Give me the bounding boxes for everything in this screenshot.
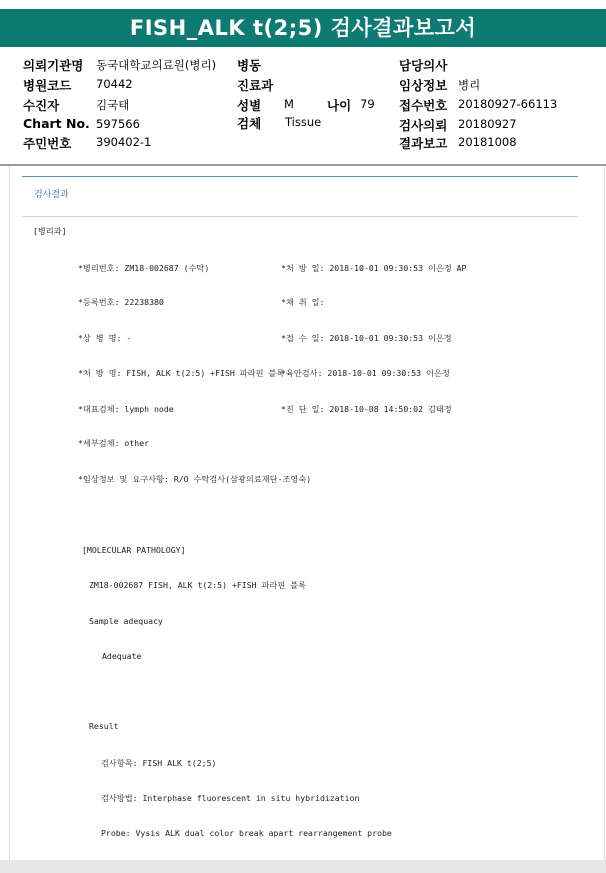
resident-value: 390402-1 bbox=[96, 135, 152, 149]
molecular-header: [MOLECULAR PATHOLOGY] bbox=[82, 545, 186, 555]
dept-label: 진료과 bbox=[237, 78, 274, 93]
report-date-label: 결과보고 bbox=[399, 136, 448, 151]
test-method: 검사방법: Interphase fluorescent in situ hybridization bbox=[101, 793, 360, 803]
request-label: 검사의뢰 bbox=[399, 118, 448, 133]
result-label: Result bbox=[89, 721, 119, 731]
section-title: 검사결과 bbox=[34, 190, 69, 200]
sample-adequacy-value: Adequate bbox=[102, 651, 142, 661]
patient-label: 수진자 bbox=[23, 98, 60, 113]
institution-value: 동국대학교의료원(병리) bbox=[96, 58, 217, 72]
collection-time: *채 취 일: bbox=[281, 297, 325, 307]
clinical-info: *임상정보 및 요구사항: R/O 수탁검사(삼광의료재단-조영숙) bbox=[78, 474, 312, 484]
doctor-label: 담당의사 bbox=[399, 58, 448, 73]
chart-label: Chart No. bbox=[23, 116, 90, 131]
age-value: 79 bbox=[360, 97, 375, 111]
order-time: *처 방 일: 2018-10-01 09:30:53 이은정 AP bbox=[281, 263, 467, 273]
case-line: ZM18-002687 FISH, ALK t(2:5) +FISH 파라핀 블록 bbox=[89, 580, 307, 590]
receipt-value: 20180927-66113 bbox=[458, 97, 558, 111]
sample-adequacy-label: Sample adequacy bbox=[89, 616, 163, 626]
probe-description: Probe: Vysis ALK dual color break apart rearrangement probe bbox=[101, 828, 392, 838]
clinical-label: 임상정보 bbox=[399, 78, 448, 93]
representative-specimen: *대표검체: lymph node bbox=[78, 404, 174, 414]
disease-name: *상 병 명: - bbox=[78, 333, 132, 343]
diagnosis-time: *진 단 일: 2018-10-08 14:50:02 김태정 bbox=[281, 404, 452, 414]
resident-label: 주민번호 bbox=[23, 136, 72, 151]
registration-number: *등록번호: 22238380 bbox=[78, 297, 164, 307]
sex-label: 성별 bbox=[237, 98, 262, 113]
report-date-value: 20181008 bbox=[458, 135, 517, 149]
order-name: *처 방 명: FISH, ALK t(2:5) +FISH 파라핀 블록 bbox=[78, 368, 285, 378]
receipt-label: 접수번호 bbox=[399, 98, 448, 113]
age-label: 나이 bbox=[327, 98, 352, 113]
receipt-time: *접 수 일: 2018-10-01 09:30:53 이은정 bbox=[281, 333, 452, 343]
hospital-code-value: 70442 bbox=[96, 77, 133, 91]
patient-value: 김국태 bbox=[96, 98, 130, 112]
specimen-label: 검체 bbox=[237, 116, 262, 131]
request-value: 20180927 bbox=[458, 117, 517, 131]
gross-exam-time: *육안검사: 2018-10-01 09:30:53 이은정 bbox=[281, 368, 450, 378]
institution-label: 의뢰기관명 bbox=[23, 58, 84, 73]
specimen-value: Tissue bbox=[285, 115, 322, 129]
chart-value: 597566 bbox=[96, 117, 140, 131]
report-title: FISH_ALK t(2;5) 검사결과보고서 bbox=[0, 9, 606, 47]
sex-value: M bbox=[284, 97, 294, 111]
category-label: [병리과] bbox=[33, 226, 67, 236]
section-top-rule bbox=[22, 176, 578, 177]
bottom-band bbox=[0, 860, 606, 873]
test-item: 검사항목: FISH ALK t(2;5) bbox=[101, 758, 217, 768]
hospital-code-label: 병원코드 bbox=[23, 78, 72, 93]
pathology-number: *병리번호: ZM18-002687 (수탁) bbox=[78, 263, 210, 273]
ward-label: 병동 bbox=[237, 58, 262, 73]
detailed-specimen: *세부검체: other bbox=[78, 438, 150, 448]
clinical-value: 병리 bbox=[458, 78, 481, 92]
section-rule bbox=[22, 216, 578, 217]
